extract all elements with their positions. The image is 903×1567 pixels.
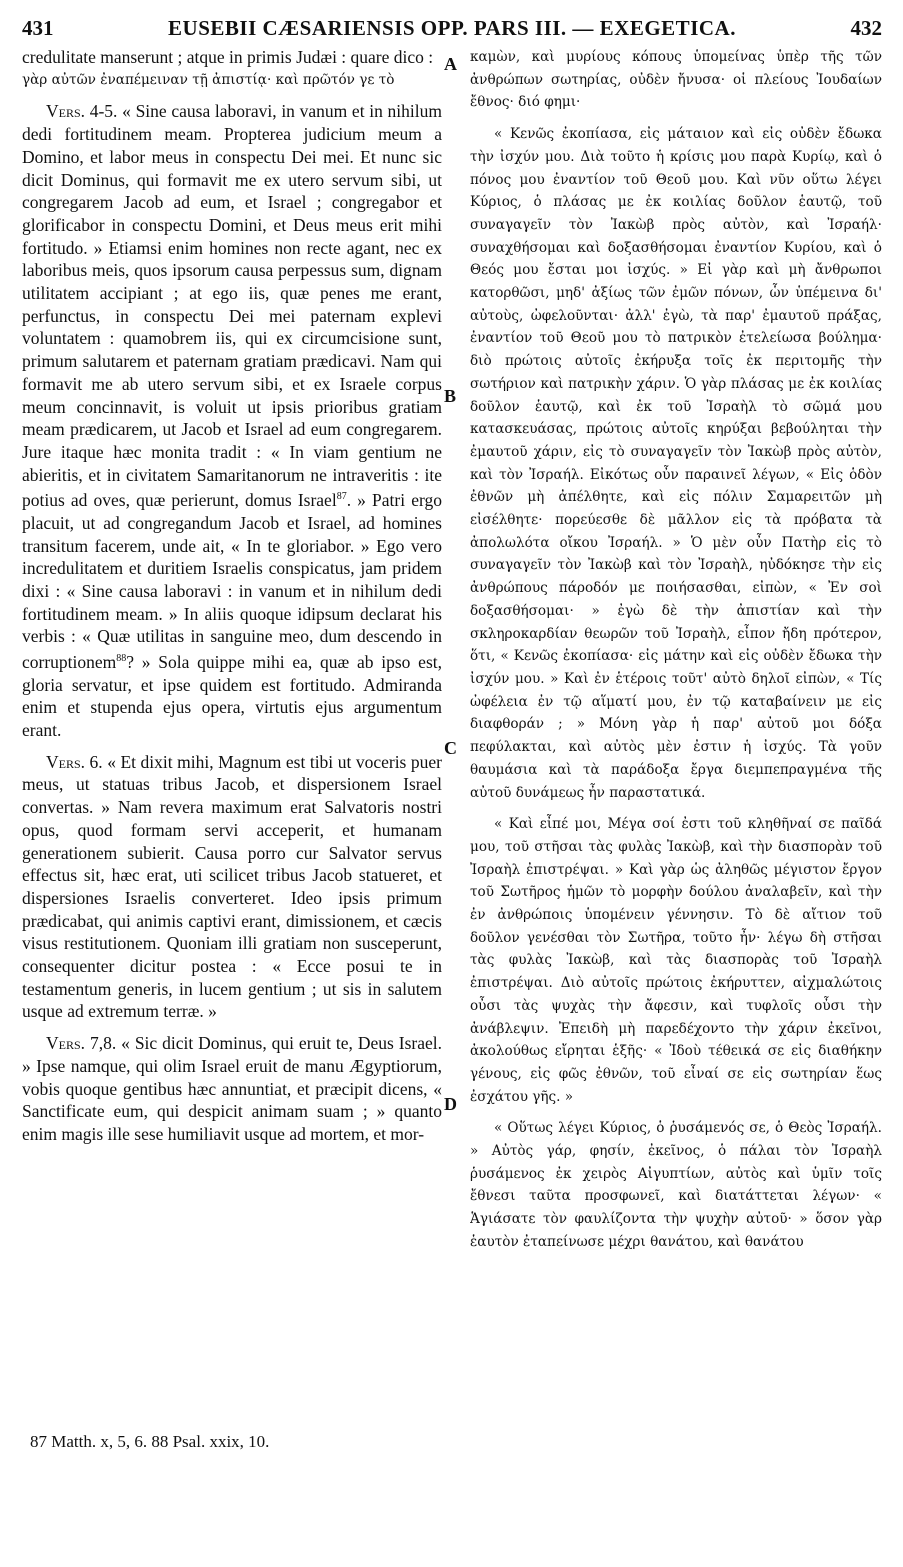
latin-verse-6: Vers. 6. « Et dixit mihi, Magnum est tibi ut voceris puer meus, ut statuas tribus Jacob, et dispersionem Israel convertas. » Nam revera maximum erat Salvatoris nostri opus, quod formam servi acceperit, et humanam generationem subierit. Causa porro cur Salvator servus effectus sit, hæc erat, uti scilicet tribus Jacob statueret, et dispersiones Israelis converteret. Ideo ipsis primum prædicabat, qui animis captivi erant, dimissionem, et cæcis visus restitutionem. Quoniam illi gratiam non susceperunt, consequenter dicitur postea : « Ecce posui te in testamentum generis, in lucem gentium ; ut sis in salutem usque ad extremum terræ. » (22, 751, 442, 1022)
greek-verse-7-8: « Οὕτως λέγει Κύριος, ὁ ῥυσάμενός σε, ὁ Θεὸς Ἰσραήλ. » Αὐτὸς γάρ, φησίν, ἐκεῖνος, ὁ πάλαι τὸν Ἰσραὴλ ῥυσάμενος ἐκ χειρὸς Αἰγυπτίων, αὐτὸς καὶ ὑμῖν τοῖς ἔθνεσι ταῦτα προσφωνεῖ, καὶ διατάττεται λέγων· « Ἁγιάσατε τὸν φαυλίζοντα τὴν ψυχὴν αὐτοῦ· » ὅσον γὰρ ἑαυτὸν ἐταπείνωσε μέχρι θανάτου, καὶ θανάτου (470, 1120, 882, 1250)
margin-letter-c: C (444, 738, 457, 758)
page-number-left: 431 (22, 16, 54, 40)
greek-intro: καμὼν, καὶ μυρίους κόπους ὑπομείνας ὑπὲρ τῆς τῶν ἀνθρώπων σωτηρίας, οὐδὲν ἤνυσα· οἱ πλείους Ἰουδαίων ἔθνος· διό φημι· (470, 49, 882, 111)
page-number-right: 432 (850, 16, 882, 40)
latin-intro-greek-line: γὰρ αὐτῶν ἐναπέμειναν τῇ ἀπιστίᾳ· καὶ πρῶτόν γε τὸ (22, 71, 395, 88)
latin-verse-7-8: Vers. 7,8. « Sic dicit Dominus, qui eruit te, Deus Israel. » Ipse namque, qui olim Israel eruit de manu Ægyptiorum, vobis quoque gentibus hæc annuntiat, et præcipit dicens, « Sanctificate eum, qui despicit animam suam ; » quanto enim magis ille sese humiliavit usque ad mortem, et mor- (22, 1033, 442, 1144)
margin-letters (440, 46, 468, 1446)
margin-letter-b: B (444, 386, 457, 406)
footnotes: 87 Matth. x, 5, 6. 88 Psal. xxix, 10. (30, 1432, 270, 1451)
greek-verse-6: « Καὶ εἶπέ μοι, Μέγα σοί ἐστι τοῦ κληθῆναί σε παῖδά μου, τοῦ στῆσαι τὰς φυλὰς Ἰακὼβ, καὶ τὴν διασπορὰν τοῦ Ἰσραὴλ ἐπιστρέψαι. » Καὶ γὰρ ὡς ἀληθῶς μέγιστον ἔργον τοῦ Σωτῆρος ἡμῶν τὸ μορφὴν δούλου ἀναλαβεῖν, καὶ τὴν ἐν ἀνθρώποις ὑπομένειν γέννησιν. Τὸ δὲ αἴτιον τοῦ δοῦλον γενέσθαι τὸν Σωτῆρα, τοῦτο ἦν· λέγω δὴ στῆσαι τὰς φυλὰς Ἰακὼβ, καὶ τὰς διασπορὰς τοῦ Ἰσραὴλ ἐπιστρέψαι. Διὸ αὐτοῖς πρώτοις ἐκήρυττεν, αἰχμαλώτοις οὖσι τὰς ψυχὰς τὴν ἄφεσιν, καὶ τυφλοῖς οὖσι τὴν ἀνάβλεψιν. Ἐπειδὴ μὴ παρεδέχοντο τὴν χάριν ἐκεῖνοι, ἀκολούθως εἴρηται ἑξῆς· « Ἰδοὺ τέθεικά σε εἰς διαθήκην γένους, εἰς φῶς ἐθνῶν, τοῦ εἶναί σε εἰς σωτηρίαν ἕως ἐσχάτου γῆς. » (470, 816, 882, 1105)
greek-verse-4-5: « Κενῶς ἐκοπίασα, εἰς μάταιον καὶ εἰς οὐδὲν ἔδωκα τὴν ἰσχύν μου. Διὰ τοῦτο ἡ κρίσις μου παρὰ Κυρίῳ, καὶ ὁ πόνος μου ἐναντίον τοῦ Θεοῦ μου. Καὶ νῦν οὕτω λέγει Κύριος, ὁ πλάσας με ἐκ κοιλίας δοῦλον ἑαυτῷ, τοῦ συναγαγεῖν τὸν Ἰακὼβ πρὸς αὐτὸν, καὶ Ἰσραήλ· συναχθήσομαι καὶ δοξασθήσομαι ἐναντίον Κυρίου, καὶ ὁ Θεός μου ἔσται μοι ἰσχύς. » Εἰ γὰρ καὶ μὴ ἄνθρωποι κατορθῶσι, μηδ' ἀξίως τῶν ἐμῶν πόνων, ὧν ὑπέμεινα δι' αὐτοὺς, ὠφελοῦνται· ἀλλ' ἐγὼ, τὰ παρ' ἐμαυτοῦ πράξας, ἐναντίον τοῦ Θεοῦ μου τὸ πατρικὸν ἐτελείωσα βούλημα· διὸ πρώτοις αὐτοῖς ἐκήρυξα τοῖς ἐκ περιτομῆς τὴν σωτήριον καὶ πατρικὴν χάριν. Ὁ γὰρ πλάσας με ἐκ κοιλίας δοῦλον ἑαυτῷ, καὶ ἐκ τοῦ Ἰσραὴλ τὸ σῶμά μου κατασκευάσας, πρώτοις αὐτοῖς κηρύξαι βεβούληται τὴν ἐμαυτοῦ χάριν, εἰς τὸ συναγαγεῖν τὸν Ἰακὼβ πρὸς αὐτὸν, καὶ τὸν Ἰσραήλ. Εἰκότως οὖν παραινεῖ λέγων, « Εἰς ὁδὸν ἐθνῶν μὴ ἀπέλθητε, καὶ εἰς πόλιν Σαμαρειτῶν μὴ εἰσέλθητε· πορεύεσθε δὲ μᾶλλον εἰς τὰ πρόβατα τὰ ἀπολωλότα οἴκου Ἰσραήλ. » Ὁ μὲν οὖν Πατὴρ εἰς τὸ συναγαγεῖν τὸν Ἰακὼβ καὶ τὸν Ἰσραὴλ, ηὐδόκησε τὴν εἰς ἀνθρώπους πάροδόν με ποιήσασθαι, εἰπὼν, « Ἐν σοὶ δοξασθήσομαι· » ἐγὼ δὲ τὴν ἀπιστίαν καὶ τὴν σκληροκαρδίαν θεωρῶν τοῦ Ἰσραὴλ, εἶπον ἤδη πρότερον, ὅτι, « Κενῶς ἐκοπίασα· εἰς μάτην καὶ εἰς οὐδὲν ἔδωκα τὴν ἰσχύν μου. » Καὶ ἐν ἑτέροις τοῦτ' αὐτὸ δηλοῖ εἰπὼν, « Τίς ὠφέλεια ἐν τῷ αἵματί μου, ἐν τῷ καταβαίνειν με εἰς διαφθοράν ; » Μόνη γὰρ ἡ παρ' αὐτοῦ μοι δόξα πεφύλακται, καὶ αὐτὸς μὲν ἐστιν ἡ ἰσχύς. Τὰ γοῦν θαυμάσια καὶ τὰ παράδοξα ἔργα διεμπεπραγμένα τῆς αὐτοῦ δυνάμεως ἦν παραστατικά. (470, 126, 882, 801)
margin-letter-d: D (444, 1094, 457, 1114)
latin-column (22, 46, 442, 1146)
verse-label: Vers. 6. (46, 751, 103, 772)
greek-column (470, 46, 882, 1254)
margin-letter-a: A (444, 54, 457, 74)
latin-intro: credulitate manserunt ; atque in primis Judæi : quare dico : (22, 47, 434, 67)
footnote-ref-87: 87 (336, 491, 347, 503)
verse-label: Vers. 4-5. (46, 101, 118, 122)
footnote-ref-88: 88 (116, 653, 127, 665)
verse-label: Vers. 7,8. (46, 1033, 117, 1054)
running-header (22, 10, 882, 44)
latin-verse-4-5: Vers. 4-5. « Sine causa laboravi, in vanum et in nihilum dedi fortitudinem meam. Propterea judicium meum a Domino, et labor meus in conspectu Dei mei. Et nunc sic dicit Dominus, qui formavit me ex utero servum sibi, ut congregarem Jacob ad eum, et Israel ; congregabor et glorificabor in conspectu Domini, et Deus meus erit mihi fortitudo. » Etiamsi enim homines non recte agant, nec ex laboribus meis, quos ipsorum causa perpessus sum, dignam utilitatem accipiant ; at ego iis, quæ penes me erant, perfunctus, in conspectu Dei mei paternam explevi voluntatem : quamobrem iis, qui ex circumcisione sunt, primum salutarem et paternam gratiam prædicavi. Nam qui formavit me ab utero servum sibi, et ex Israele corpus meum concinnavit, is voluit ut ipsis prioribus gratiam meam prædicarem, ut Jacob et Israel ad eum congregarem. Jure itaque hæc monita tradit : « In viam gentium ne abieritis, et in civitatem Samaritanorum ne intraveritis : ite potius ad oves, quæ perierunt, domus Israel$^{87}$. » Patri ergo placuit, ut ad congregandum Jacob et Israel, ad homines transitum facerem, unde ait, « In te gloriabor. » Ego vero incredulitatem et duritiem Israelis conspicatus, jam pridem dixi : « Sine causa laboravi : in vanum et in nihilum dedi fortitudinem meam. » In aliis quoque idipsum declarat his verbis : « Quæ utilitas in sanguine meo, dum descendo in corruptionem$^{88}$? » Sola quippe mihi ea, quæ ab ipso est, gloria servatur, et ipse quidem est fortitudo. Admiranda enim et stupenda ejus opera, virtutis ejus argumentum erant. (22, 101, 442, 741)
running-title: EUSEBII CÆSARIENSIS OPP. PARS III. — EXEGETICA. (168, 16, 736, 40)
